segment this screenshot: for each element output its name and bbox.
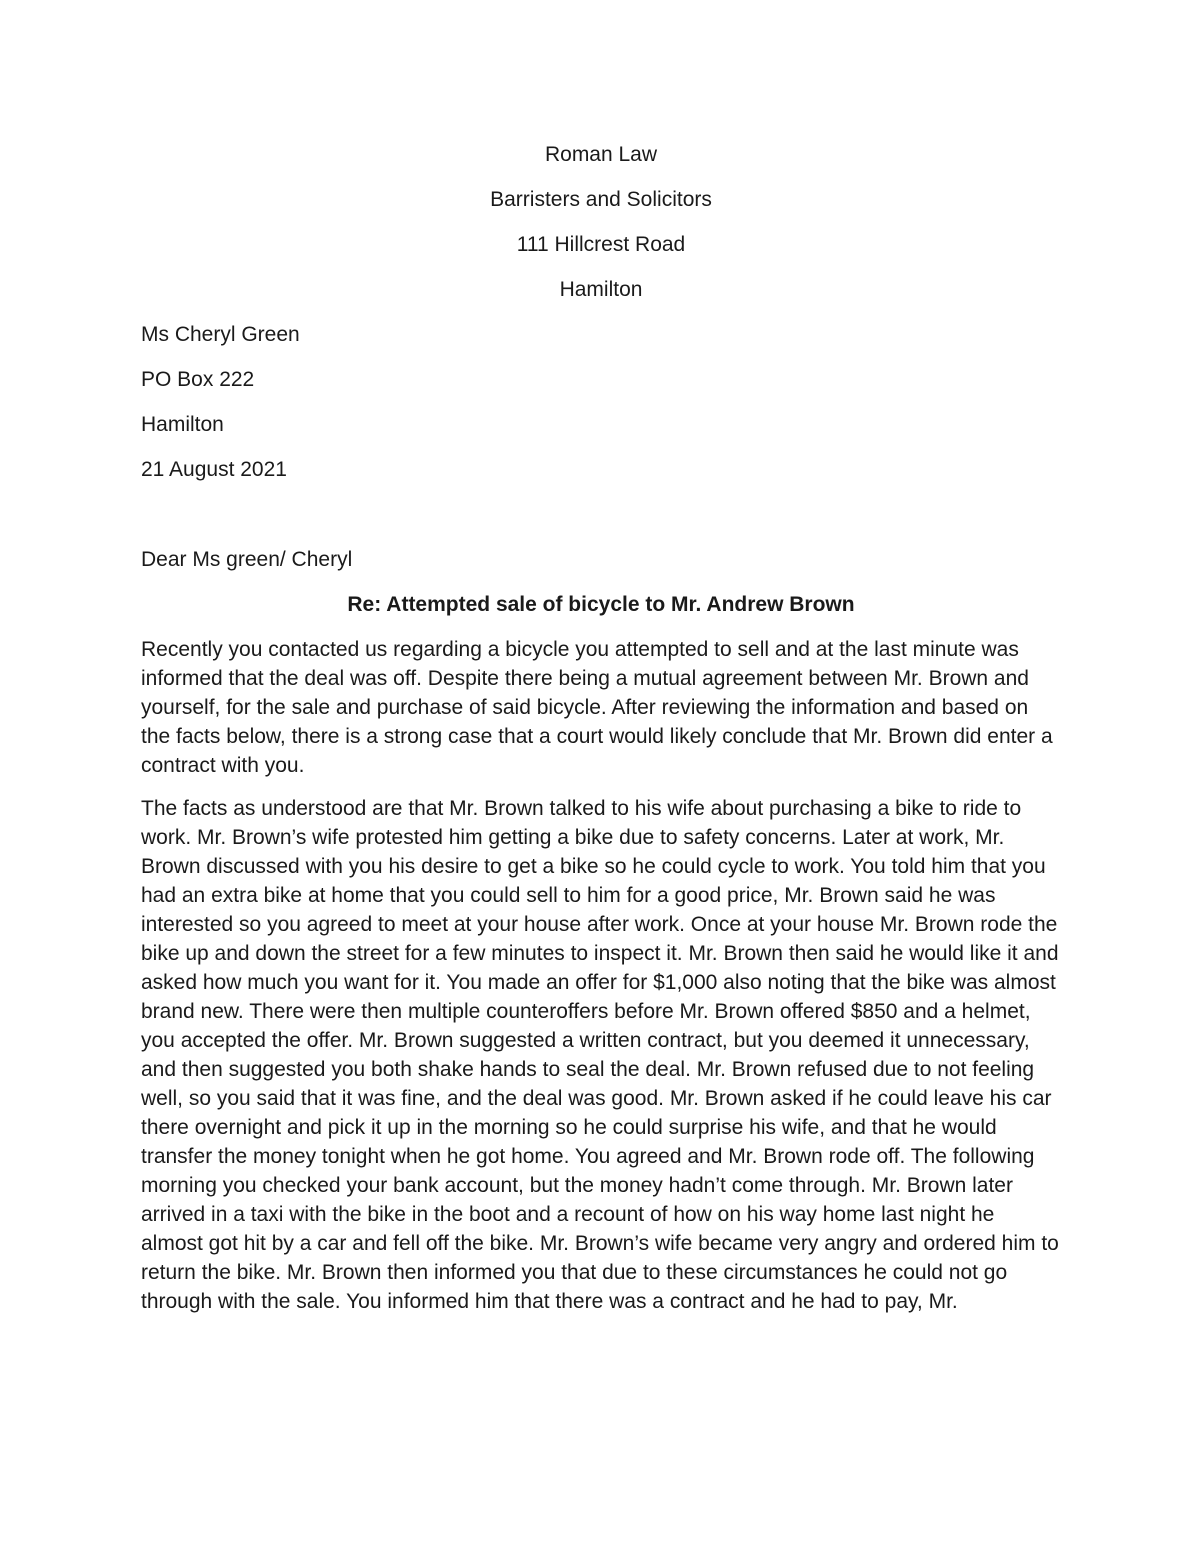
sender-firm-type: Barristers and Solicitors (490, 188, 712, 211)
subject-line: Re: Attempted sale of bicycle to Mr. Andrew Brown (347, 593, 855, 616)
recipient-address-block (141, 320, 1061, 500)
recipient-name: Ms Cheryl Green (141, 323, 300, 346)
recipient-po-box: PO Box 222 (141, 368, 255, 391)
sender-firm-name: Roman Law (544, 143, 658, 166)
sender-city: Hamilton (559, 278, 643, 301)
recipient-city: Hamilton (141, 413, 224, 436)
sender-address-block (141, 140, 1061, 320)
body-paragraph-1: Recently you contacted us regarding a bicycle you attempted to sell and at the last minute was informed that the deal was off. Despite there being a mutual agreement between Mr. Brown and yourself, for the sale and purchase of said bicycle. After reviewing the information and based on the facts below, there is a strong case that a court would likely conclude that Mr. Brown did enter a contract with you. (141, 638, 1053, 777)
letter-date: 21 August 2021 (141, 458, 287, 481)
sender-street: 111 Hillcrest Road (516, 233, 686, 256)
letter-content (141, 140, 1061, 1330)
body-paragraph-2: The facts as understood are that Mr. Brown talked to his wife about purchasing a bike to ride to work. Mr. Brown’s wife protested him getting a bike due to safety concerns. Later at work, Mr. Brown discussed with you his desire to get a bike so he could cycle to work. You told him that you had an extra bike at home that you could sell to him for a good price, Mr. Brown said he was interested so you agreed to meet at your house after work. Once at your house Mr. Brown rode the bike up and down the street for a few minutes to inspect it. Mr. Brown then said he would like it and asked how much you want for it. You made an offer for $1,000 also noting that the bike was almost brand new. There were then multiple counteroffers before Mr. Brown offered $850 and a helmet, you accepted the offer. Mr. Brown suggested a written contract, but you deemed it unnecessary, and then suggested you both shake hands to seal the deal. Mr. Brown refused due to not feeling well, so you said that it was fine, and the deal was good. Mr. Brown asked if he could leave his car there overnight and pick it up in the morning so he could surprise his wife, and that he would transfer the money tonight when he got home. You agreed and Mr. Brown rode off. The following morning you checked your bank account, but the money hadn’t come through. Mr. Brown later arrived in a taxi with the bike in the boot and a recount of how on his way home last night he almost got hit by a car and fell off the bike. Mr. Brown’s wife became very angry and ordered him to return the bike. Mr. Brown then informed you that due to these circumstances he could not go through with the sale. You informed him that there was a contract and he had to pay, Mr. (141, 797, 1059, 1313)
salutation: Dear Ms green/ Cheryl (141, 548, 353, 571)
